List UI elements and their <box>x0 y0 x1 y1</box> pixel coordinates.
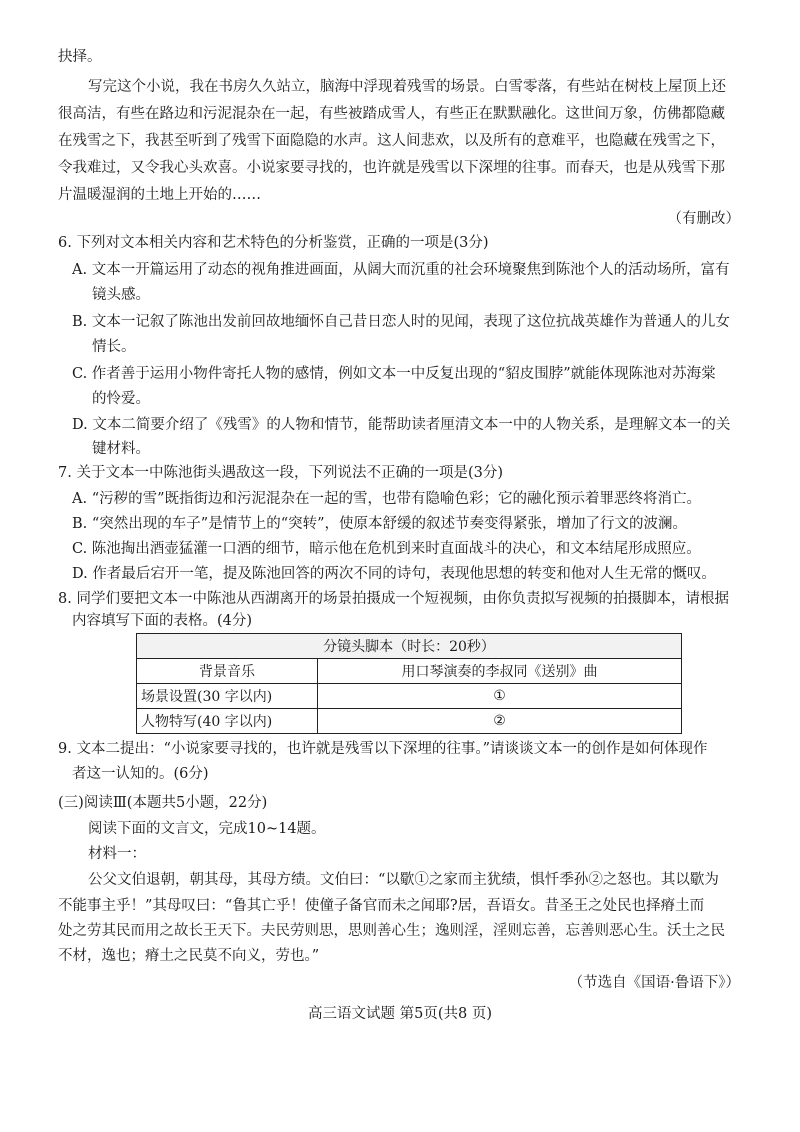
passage-line: 很高洁，有些在路边和污泥混杂在一起，有些被踏成雪人，有些正在默默融化。这世间万象，仿佛都隐藏 <box>58 106 725 122</box>
q6-option-d: D. 文本二简要介绍了《残雪》的人物和情节，能帮助读者厘清文本一中的人物关系，是理解文本一的关 <box>72 417 731 433</box>
q6-option-c-cont: 的怜爱。 <box>92 391 150 407</box>
classical-text-line: 处之劳其民而用之故长王天下。夫民劳则思，思则善心生；逸则淫，淫则忘善，忘善则恶心生。沃土之民 <box>58 923 725 939</box>
q6-option-a-cont: 镜头感。 <box>92 287 150 303</box>
table-row <box>137 634 682 659</box>
section-heading: (三)阅读Ⅲ(本题共5小题，22分) <box>58 795 268 811</box>
answer-blank-2[interactable]: ② <box>318 709 682 734</box>
q6-option-a: A. 文本一开篇运用了动态的视角推进画面，从阔大而沉重的社会环境聚焦到陈池个人的活动场所，富有 <box>72 262 730 278</box>
passage-line: 在残雪之下，我甚至听到了残雪下面隐隐的水声。这人间悲欢，以及所有的意难平，也隐藏在残雪之下， <box>58 133 725 149</box>
q7-option-d: D. 作者最后宕开一笔，提及陈池回答的两次不同的诗句，表现他思想的转变和他对人生无常的慨叹。 <box>72 566 716 582</box>
row-value: 用口琴演奏的李叔同《送别》曲 <box>318 659 682 684</box>
row-label: 场景设置(30 字以内) <box>137 684 318 709</box>
edit-note: （有删改） <box>667 211 740 227</box>
passage-line: 写完这个小说，我在书房久久站立，脑海中浮现着残雪的场景。白雪零落，有些站在树枝上屋顶上还 <box>88 79 726 95</box>
section-instruction: 阅读下面的文言文，完成10~14题。 <box>88 821 326 837</box>
row-label: 背景音乐 <box>137 659 318 684</box>
source-citation: （节选自《国语·鲁语下》） <box>568 975 740 991</box>
question-8-stem: 8. 同学们要把文本一中陈池从西湖离开的场景拍摄成一个短视频，由你负责拟写视频的拍摄脚本，请根据 <box>58 591 729 607</box>
question-7-stem: 7. 关于文本一中陈池街头遇敌这一段，下列说法不正确的一项是(3分) <box>58 465 503 481</box>
table-row <box>137 684 682 709</box>
passage-line: 令我难过，又令我心头欢喜。小说家要寻找的，也许就是残雪以下深埋的往事。而春天，也是从残雪下那 <box>58 160 725 176</box>
question-9-stem: 9. 文本二提出：“小说家要寻找的，也许就是残雪以下深埋的往事。”请谈谈文本一的创作是如何体现作 <box>58 741 708 757</box>
table-title: 分镜头脚本（时长：20秒） <box>137 634 682 659</box>
passage-line: 片温暖湿润的土地上开始的…… <box>58 187 261 203</box>
row-label: 人物特写(40 字以内) <box>137 709 318 734</box>
material-label: 材料一： <box>88 846 146 862</box>
q6-option-c: C. 作者善于运用小物件寄托人物的感情，例如文本一中反复出现的“貂皮围脖”就能体现陈池对苏海棠 <box>72 366 716 382</box>
page-footer: 高三语文试题 第5页(共8 页) <box>308 1006 492 1022</box>
question-6-stem: 6. 下列对文本相关内容和艺术特色的分析鉴赏，正确的一项是(3分) <box>58 235 489 251</box>
classical-text-line: 不能事主乎！”其母叹曰：“鲁其亡乎！使僮子备官而未之闻耶?居，吾语女。昔圣王之处民也择瘠土而 <box>58 898 705 914</box>
q6-option-b: B. 文本一记叙了陈池出发前回故地缅怀自己昔日恋人时的见闻，表现了这位抗战英雄作为普通人的儿女 <box>72 314 730 330</box>
q6-option-d-cont: 键材料。 <box>92 441 150 457</box>
classical-text-line: 公父文伯退朝，朝其母，其母方绩。文伯曰：“以歜①之家而主犹绩，惧忏季孙②之怒也。其以歜为 <box>88 872 719 888</box>
answer-blank-1[interactable]: ① <box>318 684 682 709</box>
question-8-stem-cont: 内容填写下面的表格。(4分) <box>72 613 253 629</box>
q7-option-b: B. “突然出现的车子”是情节上的“突转”，使原本舒缓的叙述节奏变得紧张，增加了行文的波澜。 <box>72 516 688 532</box>
q6-option-b-cont: 情长。 <box>92 339 136 355</box>
table-row <box>137 659 682 684</box>
table-row <box>137 709 682 734</box>
q7-option-c: C. 陈池掏出酒壶猛灌一口酒的细节，暗示他在危机到来时直面战斗的决心，和文本结尾形成照应。 <box>72 541 701 557</box>
passage-line: 抉择。 <box>58 49 102 65</box>
classical-text-line: 不材，逸也；瘠土之民莫不向义，劳也。” <box>58 948 320 964</box>
q7-option-a: A. “污秽的雪”既指街边和污泥混杂在一起的雪，也带有隐喻色彩；它的融化预示着罪恶终将消亡。 <box>72 491 702 507</box>
storyboard-table <box>136 633 682 734</box>
question-9-stem-cont: 者这一认知的。(6分) <box>72 766 209 782</box>
